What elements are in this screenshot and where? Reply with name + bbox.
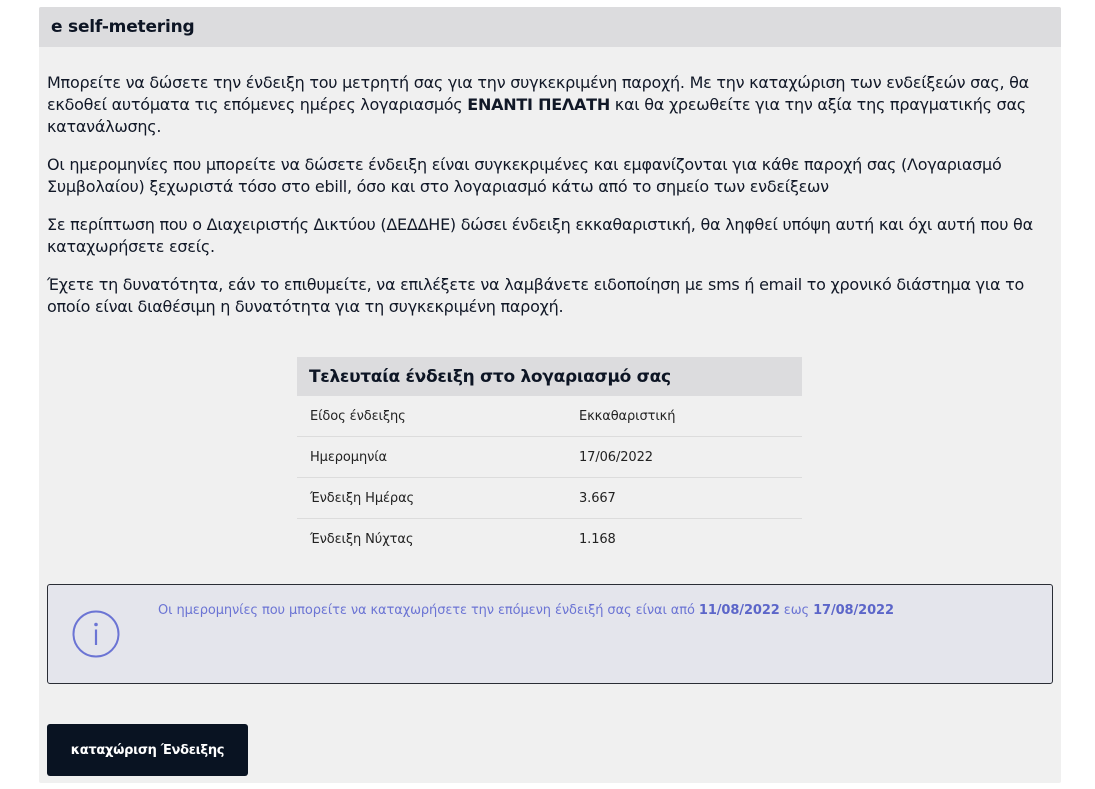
info-notice xyxy=(47,584,1053,684)
night-reading-label: Ένδειξη Νύχτας xyxy=(310,531,414,547)
intro-paragraph-1-bold: ΕΝΑΝΤΙ ΠΕΛΑΤΗ xyxy=(467,95,610,114)
intro-paragraph-3: Σε περίπτωση που ο Διαχειριστής Δικτύου (ΔΕΔΔΗΕ) δώσει ένδειξη εκκαθαριστική, θα ληφθεί υπόψη αυτή και όχι αυτή που θα καταχωρήσετε εσείς. xyxy=(47,215,1033,256)
info-icon xyxy=(72,610,120,658)
reading-type-label: Είδος ένδειξης xyxy=(310,408,406,424)
intro-paragraph-4: Έχετε τη δυνατότητα, εάν το επιθυμείτε, να επιλέξετε να λαμβάνετε ειδοποίηση με sms ή email το χρονικό διάστημα για το οποίο είναι διαθέσιμη η δυνατότητα για τη συγκεκριμένη παροχή. xyxy=(47,275,1025,316)
info-date-to: 17/08/2022 xyxy=(813,603,894,618)
reading-date-label: Ημερομηνία xyxy=(310,449,388,465)
intro-content xyxy=(39,47,1061,318)
intro-paragraph-1-end: και θα χρεωθείτε για την αξία της πραγματικής σας κατανάλωσης. xyxy=(47,95,1026,136)
self-metering-panel xyxy=(39,7,1061,783)
day-reading-label: Ένδειξη Ημέρας xyxy=(310,490,415,506)
day-reading-value: 3.667 xyxy=(579,490,616,506)
reading-date-value: 17/06/2022 xyxy=(579,449,653,465)
table-row xyxy=(297,478,802,519)
table-row xyxy=(297,396,802,437)
info-text xyxy=(158,603,894,618)
info-text-mid: εως xyxy=(779,603,814,618)
intro-paragraph-1-start: Μπορείτε να δώσετε την ένδειξη του μετρητή σας για την συγκεκριμένη παροχή. Με την καταχώριση των ενδείξεών σας, θα εκδοθεί αυτόματα τις επόμενες ημέρες λογαριασμός xyxy=(47,73,1029,114)
table-row xyxy=(297,437,802,478)
reading-type-value: Εκκαθαριστική xyxy=(579,408,676,424)
intro-paragraph-2: Οι ημερομηνίες που μπορείτε να δώσετε ένδειξη είναι συγκεκριμένες και εμφανίζονται για κάθε παροχή σας (Λογαριασμό Συμβολαίου) ξεχωριστά τόσο στο ebill, όσο και στο λογαριασμό κάτω από το σημείο των ενδείξεων xyxy=(47,155,1002,196)
last-reading-title: Τελευταία ένδειξη στο λογαριασμό σας xyxy=(297,357,802,396)
submit-reading-button[interactable]: καταχώριση Ένδειξης xyxy=(47,724,248,776)
night-reading-value: 1.168 xyxy=(579,531,616,547)
panel-title: e self-metering xyxy=(39,7,1061,47)
info-text-start: Οι ημερομηνίες που μπορείτε να καταχωρήσετε την επόμενη ένδειξή σας είναι από xyxy=(158,603,699,618)
last-reading-table xyxy=(297,357,802,559)
table-row xyxy=(297,519,802,559)
info-date-from: 11/08/2022 xyxy=(698,603,780,618)
intro-paragraph-1 xyxy=(47,72,1053,138)
